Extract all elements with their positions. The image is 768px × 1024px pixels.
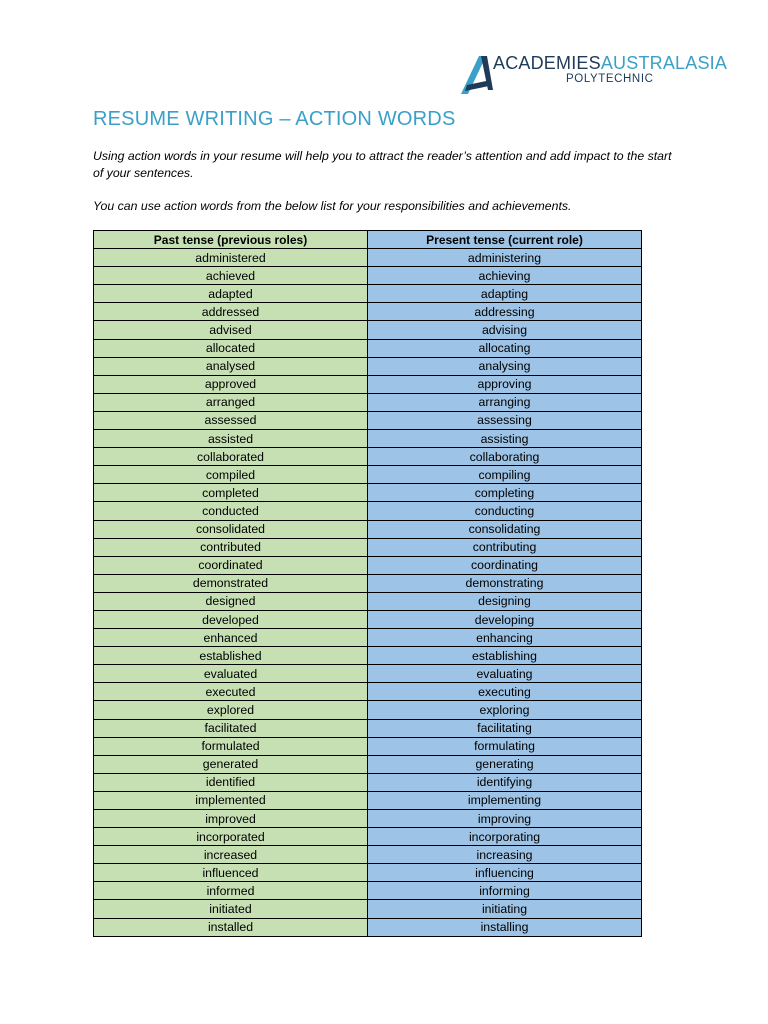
- table-row: [94, 357, 642, 375]
- present-tense-cell: informing: [368, 882, 642, 900]
- table-row: [94, 737, 642, 755]
- past-tense-cell: addressed: [94, 303, 368, 321]
- past-tense-cell: initiated: [94, 900, 368, 918]
- present-tense-cell: influencing: [368, 864, 642, 882]
- past-tense-cell: consolidated: [94, 520, 368, 538]
- present-tense-cell: increasing: [368, 846, 642, 864]
- intro-paragraph: You can use action words from the below list for your responsibilities and achievements.: [93, 199, 572, 213]
- past-tense-cell: contributed: [94, 538, 368, 556]
- past-tense-cell: coordinated: [94, 556, 368, 574]
- present-tense-cell: initiating: [368, 900, 642, 918]
- past-tense-cell: explored: [94, 701, 368, 719]
- present-tense-cell: incorporating: [368, 828, 642, 846]
- present-tense-cell: exploring: [368, 701, 642, 719]
- present-tense-cell: demonstrating: [368, 574, 642, 592]
- table-row: [94, 791, 642, 809]
- table-row: [94, 448, 642, 466]
- table-row: [94, 375, 642, 393]
- past-tense-cell: designed: [94, 592, 368, 610]
- table-row: [94, 574, 642, 592]
- present-tense-cell: installing: [368, 918, 642, 936]
- present-tense-cell: contributing: [368, 538, 642, 556]
- past-tense-cell: evaluated: [94, 665, 368, 683]
- past-tense-cell: generated: [94, 755, 368, 773]
- table-row: [94, 683, 642, 701]
- present-tense-cell: identifying: [368, 773, 642, 791]
- table-row: [94, 466, 642, 484]
- logo-word-australasia: AUSTRALASIA: [600, 53, 728, 73]
- table-row: [94, 592, 642, 610]
- past-tense-cell: collaborated: [94, 448, 368, 466]
- table-row: [94, 900, 642, 918]
- present-tense-cell: assisting: [368, 430, 642, 448]
- present-tense-cell: formulating: [368, 737, 642, 755]
- table-row: [94, 502, 642, 520]
- present-tense-cell: collaborating: [368, 448, 642, 466]
- table-row: [94, 303, 642, 321]
- past-tense-cell: assisted: [94, 430, 368, 448]
- table-row: [94, 249, 642, 267]
- present-tense-cell: coordinating: [368, 556, 642, 574]
- past-tense-cell: enhanced: [94, 629, 368, 647]
- table-row: [94, 285, 642, 303]
- past-tense-cell: formulated: [94, 737, 368, 755]
- table-row: [94, 411, 642, 429]
- present-tense-cell: completing: [368, 484, 642, 502]
- table-row: [94, 393, 642, 411]
- present-tense-cell: generating: [368, 755, 642, 773]
- present-tense-cell: achieving: [368, 267, 642, 285]
- column-header-past: Past tense (previous roles): [94, 231, 368, 249]
- table-row: [94, 755, 642, 773]
- past-tense-cell: achieved: [94, 267, 368, 285]
- present-tense-cell: consolidating: [368, 520, 642, 538]
- page-title: RESUME WRITING – ACTION WORDS: [93, 108, 456, 130]
- present-tense-cell: enhancing: [368, 629, 642, 647]
- table-row: [94, 828, 642, 846]
- table-row: [94, 610, 642, 628]
- action-words-table: [93, 230, 642, 937]
- column-header-present: Present tense (current role): [368, 231, 642, 249]
- intro-paragraph: Using action words in your resume will help you to attract the reader’s attention and add impact to the start of your sentences.: [93, 149, 672, 180]
- past-tense-cell: allocated: [94, 339, 368, 357]
- table-row: [94, 810, 642, 828]
- academies-australasia-logo: [459, 52, 728, 96]
- present-tense-cell: administering: [368, 249, 642, 267]
- present-tense-cell: designing: [368, 592, 642, 610]
- table-row: [94, 556, 642, 574]
- present-tense-cell: compiling: [368, 466, 642, 484]
- table-row: [94, 538, 642, 556]
- past-tense-cell: developed: [94, 610, 368, 628]
- table-row: [94, 267, 642, 285]
- past-tense-cell: established: [94, 647, 368, 665]
- past-tense-cell: identified: [94, 773, 368, 791]
- table-row: [94, 321, 642, 339]
- past-tense-cell: conducted: [94, 502, 368, 520]
- present-tense-cell: improving: [368, 810, 642, 828]
- present-tense-cell: implementing: [368, 791, 642, 809]
- table-row: [94, 665, 642, 683]
- present-tense-cell: analysing: [368, 357, 642, 375]
- present-tense-cell: executing: [368, 683, 642, 701]
- table-row: [94, 484, 642, 502]
- present-tense-cell: adapting: [368, 285, 642, 303]
- table-row: [94, 719, 642, 737]
- present-tense-cell: advising: [368, 321, 642, 339]
- present-tense-cell: arranging: [368, 393, 642, 411]
- past-tense-cell: installed: [94, 918, 368, 936]
- past-tense-cell: approved: [94, 375, 368, 393]
- present-tense-cell: establishing: [368, 647, 642, 665]
- present-tense-cell: addressing: [368, 303, 642, 321]
- table-row: [94, 846, 642, 864]
- past-tense-cell: implemented: [94, 791, 368, 809]
- past-tense-cell: administered: [94, 249, 368, 267]
- present-tense-cell: evaluating: [368, 665, 642, 683]
- table-row: [94, 882, 642, 900]
- past-tense-cell: adapted: [94, 285, 368, 303]
- table-row: [94, 647, 642, 665]
- past-tense-cell: improved: [94, 810, 368, 828]
- table-row: [94, 864, 642, 882]
- present-tense-cell: conducting: [368, 502, 642, 520]
- logo-word-academies: ACADEMIES: [493, 53, 601, 73]
- present-tense-cell: assessing: [368, 411, 642, 429]
- table-body: [94, 249, 642, 937]
- present-tense-cell: developing: [368, 610, 642, 628]
- table-row: [94, 773, 642, 791]
- logo-wordmark: [493, 52, 727, 74]
- table-row: [94, 430, 642, 448]
- past-tense-cell: increased: [94, 846, 368, 864]
- past-tense-cell: arranged: [94, 393, 368, 411]
- present-tense-cell: approving: [368, 375, 642, 393]
- table-row: [94, 520, 642, 538]
- past-tense-cell: compiled: [94, 466, 368, 484]
- past-tense-cell: assessed: [94, 411, 368, 429]
- past-tense-cell: informed: [94, 882, 368, 900]
- past-tense-cell: executed: [94, 683, 368, 701]
- table-row: [94, 339, 642, 357]
- present-tense-cell: allocating: [368, 339, 642, 357]
- table-row: [94, 629, 642, 647]
- past-tense-cell: incorporated: [94, 828, 368, 846]
- past-tense-cell: demonstrated: [94, 574, 368, 592]
- table-row: [94, 701, 642, 719]
- past-tense-cell: completed: [94, 484, 368, 502]
- present-tense-cell: facilitating: [368, 719, 642, 737]
- logo-subtitle: POLYTECHNIC: [566, 73, 654, 85]
- past-tense-cell: facilitated: [94, 719, 368, 737]
- table-header-row: [94, 231, 642, 249]
- table-row: [94, 918, 642, 936]
- past-tense-cell: advised: [94, 321, 368, 339]
- past-tense-cell: influenced: [94, 864, 368, 882]
- past-tense-cell: analysed: [94, 357, 368, 375]
